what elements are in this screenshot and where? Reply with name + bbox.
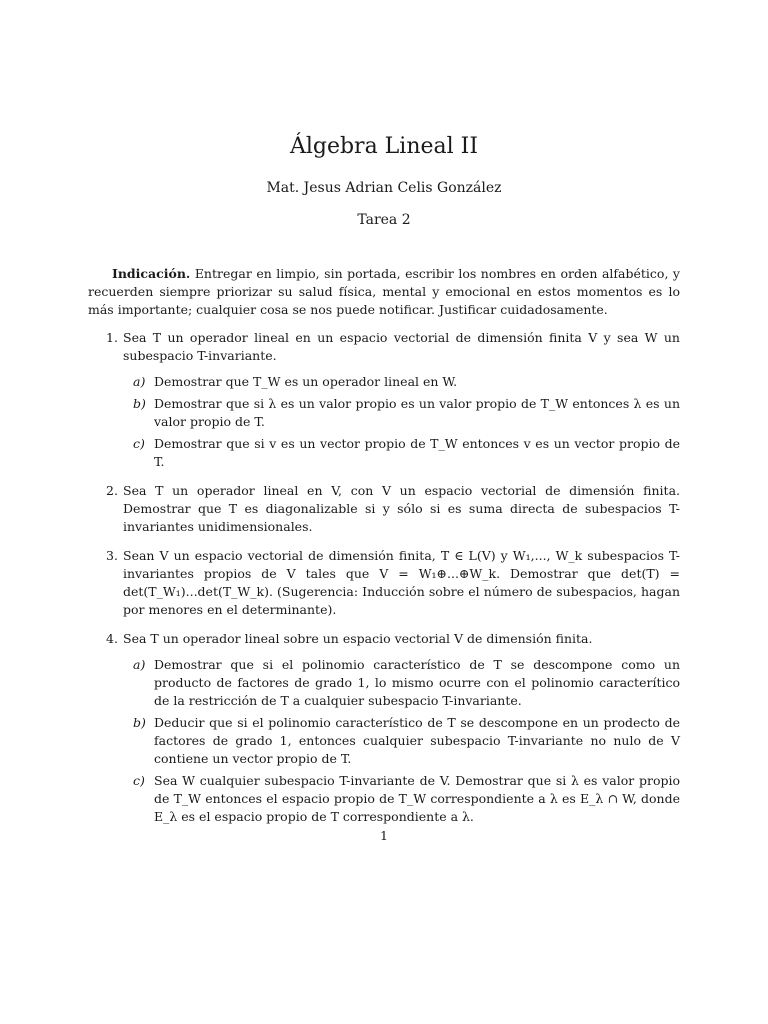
- subproblem-list: [123, 373, 680, 471]
- subproblem-item: [123, 435, 680, 471]
- subproblem-list: [123, 656, 680, 826]
- subproblem-text: Sea W cualquier subespacio T-invariante de V. Demostrar que si λ es valor propio de T_W entonces el espacio propio de T_W correspondiente a λ es E_λ ∩ W, donde E_λ es el espacio propio de T correspondiente a λ.: [154, 773, 680, 824]
- document-body: [88, 265, 680, 837]
- instructions-label: Indicación.: [112, 266, 191, 281]
- subproblem-text: Deducir que si el polinomio característico de T se descompone en un prodecto de factores de grado 1, entonces cualquier subespacio T-invariante no nulo de V contiene un vector propio de T.: [154, 715, 680, 766]
- problem-text: Sean V un espacio vectorial de dimensión finita, T ∈ L(V) y W₁,..., W_k subespacios T-invariantes propios de V tales que V = W₁⊕...⊕W_k. Demostrar que det(T) = det(T_W₁)...det(T_W_k). (Sugerencia: Inducción sobre el número de subespacios, hagan por menores en el determinante).: [123, 548, 680, 617]
- subproblem-label: a): [133, 374, 146, 389]
- subproblem-label: c): [133, 773, 145, 788]
- problem-text: Sea T un operador lineal en un espacio vectorial de dimensión finita V y sea W un subespacio T-invariante.: [123, 330, 680, 363]
- subproblem-label: a): [133, 657, 146, 672]
- subproblem-text: Demostrar que si el polinomio característico de T se descompone como un producto de factores de grado 1, lo mismo ocurre con el polinomio caracterítico de la restricción de T a cualquier subespacio T-invariante.: [154, 657, 680, 708]
- problem-item: [88, 329, 680, 471]
- problem-number: 4.: [106, 631, 118, 646]
- subproblem-text: Demostrar que si λ es un valor propio es un valor propio de T_W entonces λ es un valor propio de T.: [154, 396, 680, 429]
- subproblem-item: [123, 395, 680, 431]
- problem-text: Sea T un operador lineal sobre un espacio vectorial V de dimensión finita.: [123, 631, 593, 646]
- problem-item: [88, 547, 680, 619]
- instructions-text: Entregar en limpio, sin portada, escribir los nombres en orden alfabético, y recuerden siempre priorizar su salud física, mental y emocional en estos momentos es lo más importante; cualquier cosa se nos puede notificar. Justificar cuidadosamente.: [88, 266, 680, 317]
- subproblem-label: c): [133, 436, 145, 451]
- page-number: 1: [380, 828, 388, 843]
- subproblem-text: Demostrar que si v es un vector propio de T_W entonces v es un vector propio de T.: [154, 436, 680, 469]
- problem-text: Sea T un operador lineal en V, con V un espacio vectorial de dimensión finita. Demostrar que T es diagonalizable si y sólo si es suma directa de subespacios T-invariantes unidimensionales.: [123, 483, 680, 534]
- subproblem-item: [123, 373, 680, 391]
- subproblem-item: [123, 656, 680, 710]
- assignment-title: Tarea 2: [357, 212, 411, 228]
- problem-item: [88, 482, 680, 536]
- problem-number: 3.: [106, 548, 118, 563]
- subproblem-label: b): [133, 396, 146, 411]
- problem-number: 2.: [106, 483, 118, 498]
- subproblem-item: [123, 714, 680, 768]
- document-title: Álgebra Lineal II: [289, 134, 479, 159]
- problem-number: 1.: [106, 330, 118, 345]
- problem-list: [88, 329, 680, 826]
- author-line: Mat. Jesus Adrian Celis González: [266, 180, 502, 196]
- subproblem-item: [123, 772, 680, 826]
- subproblem-label: b): [133, 715, 146, 730]
- problem-item: [88, 630, 680, 826]
- instructions-paragraph: [88, 265, 680, 319]
- subproblem-text: Demostrar que T_W es un operador lineal en W.: [154, 374, 458, 389]
